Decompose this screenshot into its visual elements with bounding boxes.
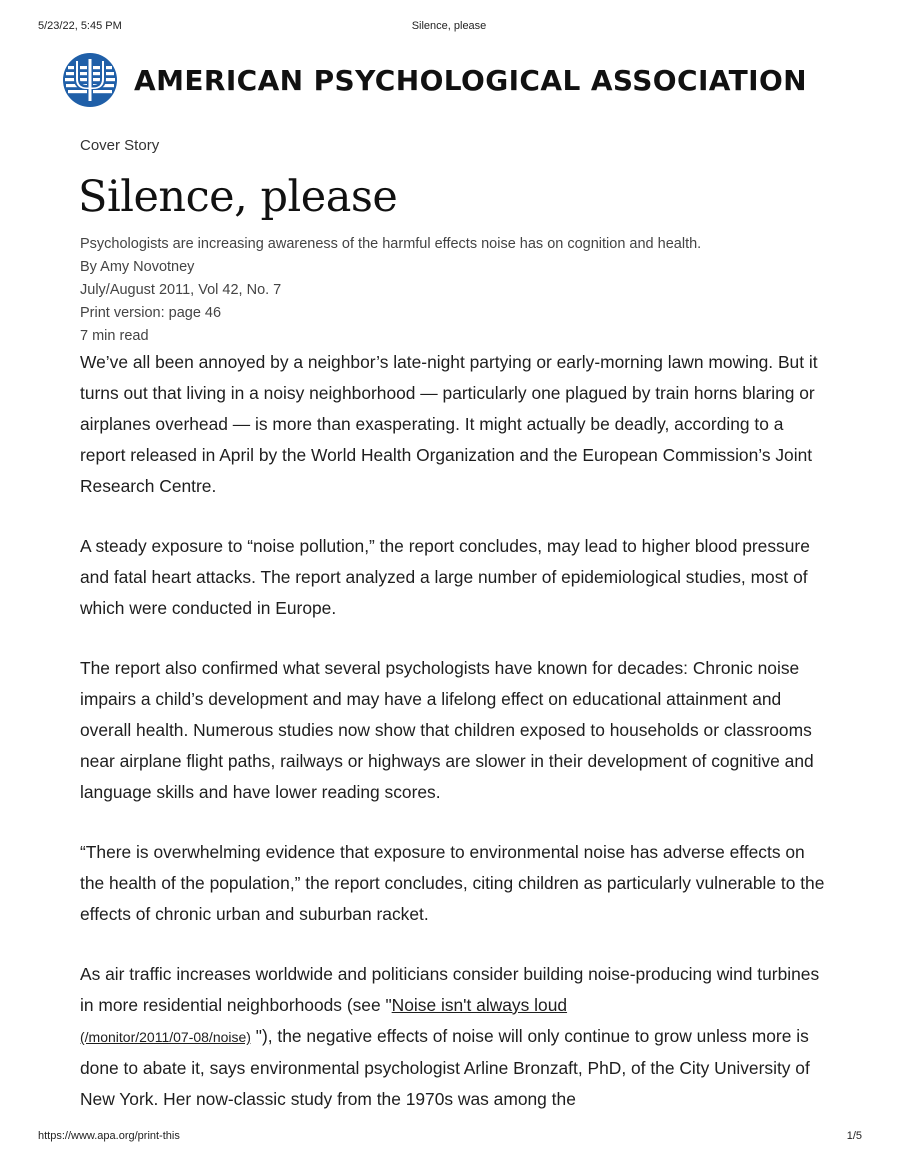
apa-logo[interactable] <box>62 52 862 108</box>
apa-logo-text: AMERICAN PSYCHOLOGICAL ASSOCIATION <box>134 63 808 97</box>
article-kicker[interactable]: Cover Story <box>80 137 160 154</box>
article-paragraph: “There is overwhelming evidence that exposure to environmental noise has adverse effects on the health of the population,” the report concludes, citing children as particularly vulnerable to the effects of chronic urban and suburban racket. <box>80 842 825 924</box>
print-datetime: 5/23/22, 5:45 PM <box>38 20 122 32</box>
article-subtitle: Psychologists are increasing awareness of the harmful effects noise has on cognition and health. <box>80 236 702 252</box>
article-print-version: Print version: page 46 <box>80 305 222 321</box>
print-url: https://www.apa.org/print-this <box>38 1130 180 1142</box>
article-paragraph: The report also confirmed what several psychologists have known for decades: Chronic noise impairs a child’s development and may have a lifelong effect on educational attainment and overall health. Numerous studies now show that children exposed to households or classrooms near airplane flight paths, railways or highways are slower in their development of cognitive and language skills and have lower reading scores. <box>80 658 814 802</box>
article-title: Silence, please <box>78 172 398 222</box>
link-text: Noise isn't always loud <box>391 995 568 1015</box>
article-byline: By Amy Novotney <box>80 259 195 275</box>
print-page-title: Silence, please <box>411 20 487 32</box>
apa-psi-logo-icon <box>62 52 118 108</box>
print-header <box>38 20 860 36</box>
article-meta <box>80 233 701 348</box>
print-footer <box>38 1130 862 1146</box>
article-issue: July/August 2011, Vol 42, No. 7 <box>80 282 282 298</box>
article-paragraph: A steady exposure to “noise pollution,” the report concludes, may lead to higher blood pressure and fatal heart attacks. The report analyzed a large number of epidemiological studies, most of which were conducted in Europe. <box>80 536 810 618</box>
print-page-number: 1/5 <box>846 1130 862 1142</box>
link-href-text: (/monitor/2011/07-08/noise) <box>80 1029 251 1045</box>
paragraph-text-after-link: "), the negative effects of noise will only continue to grow unless more is done to abate it, says environmental psychologist Arline Bronzaft, PhD, of the City University of New York. Her now-classic study from the 1970s was among the <box>80 1026 810 1109</box>
article-paragraph-with-link <box>80 959 825 1115</box>
article-body <box>80 347 825 1144</box>
article-paragraph: We’ve all been annoyed by a neighbor’s late-night partying or early-morning lawn mowing. But it turns out that living in a noisy neighborhood — particularly one plagued by train horns blaring or airplanes overhead — is more than exasperating. It might actually be deadly, according to a report released in April by the World Health Organization and the European Commission’s Joint Research Centre. <box>80 352 818 496</box>
paragraph-text-before-link: As air traffic increases worldwide and politicians consider building noise-producing wind turbines in more residential neighborhoods (see " <box>80 964 820 1015</box>
article-read-time: 7 min read <box>80 328 149 344</box>
